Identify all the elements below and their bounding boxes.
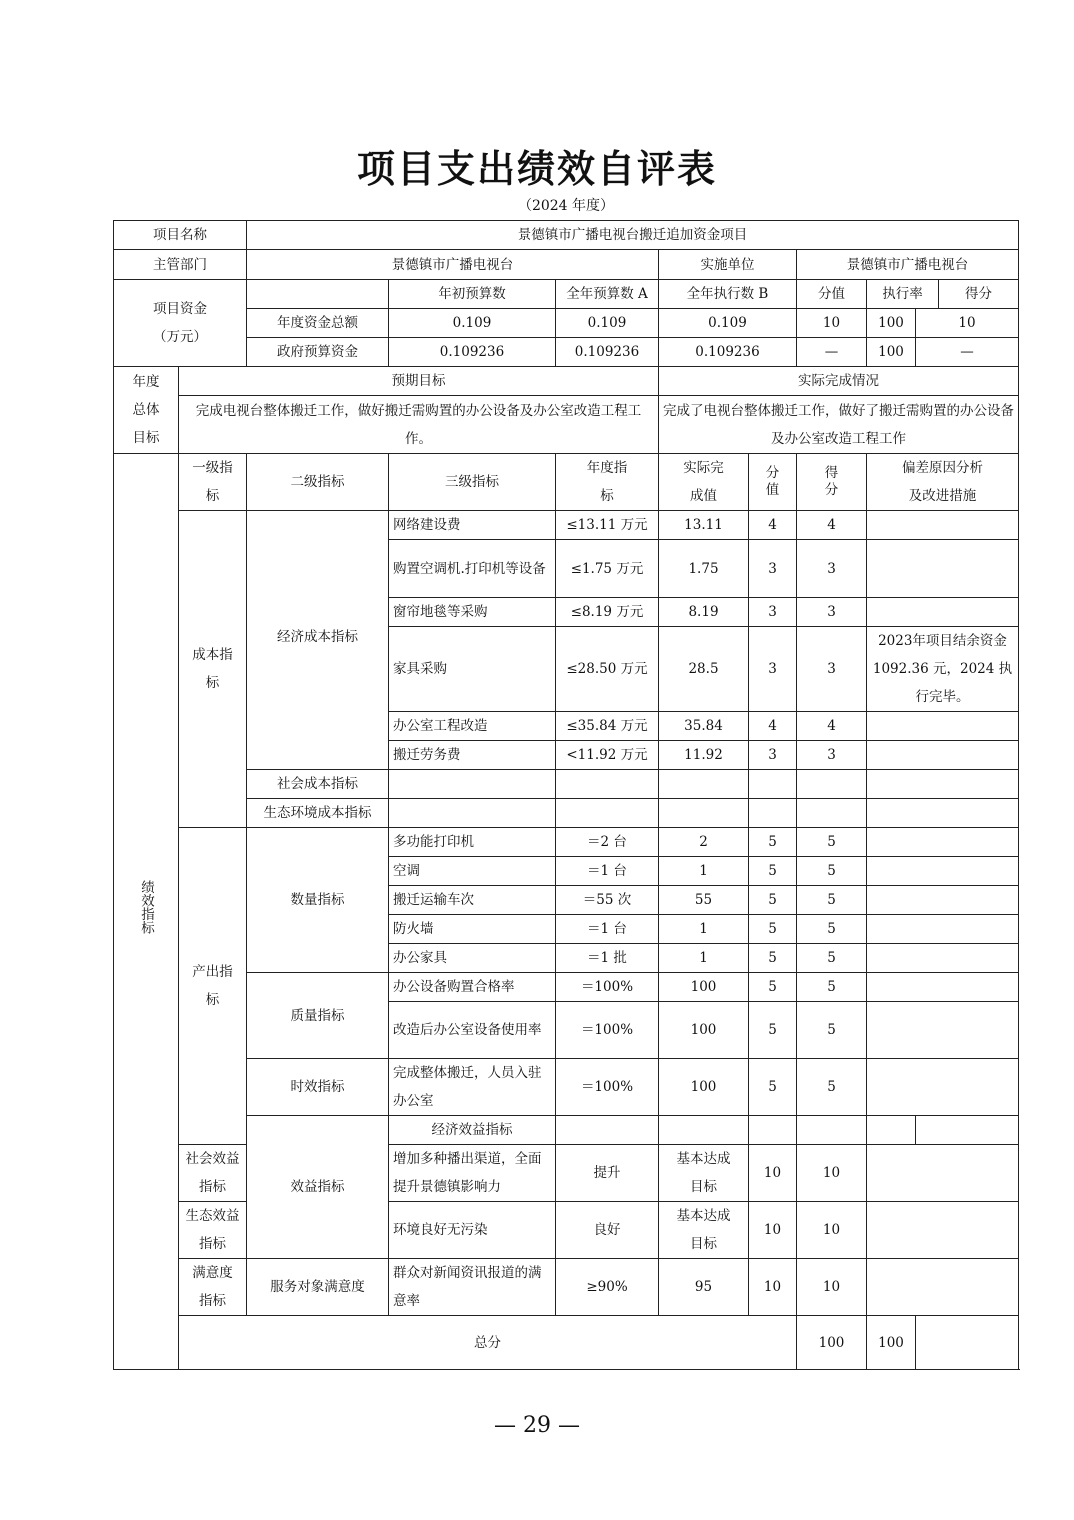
indicator-target: ＝55 次 xyxy=(556,886,659,915)
indicator-name: 防火墙 xyxy=(389,915,556,944)
indicator-score: 3 xyxy=(797,741,867,770)
table-row xyxy=(114,1116,1019,1145)
empty-cell xyxy=(867,915,1019,944)
empty-cell xyxy=(389,799,556,828)
indicator-name: 办公家具 xyxy=(389,944,556,973)
indicator-actual: 100 xyxy=(659,1002,749,1059)
indicators-side-label xyxy=(114,454,179,1370)
indicator-actual: 8.19 xyxy=(659,598,749,627)
fund-executed: 0.109236 xyxy=(659,338,797,367)
total-score: 100 xyxy=(867,1316,916,1370)
empty-cell xyxy=(659,770,749,799)
indicator-score: 5 xyxy=(797,973,867,1002)
fund-annual: 0.109236 xyxy=(556,338,659,367)
indicator-name: 办公室工程改造 xyxy=(389,712,556,741)
table-row xyxy=(114,1259,1019,1316)
indicator-score: 4 xyxy=(797,712,867,741)
indicator-target: ＝100% xyxy=(556,1059,659,1116)
eco-benefit-label: 生态效益指标 xyxy=(179,1202,247,1259)
indicator-name: 家具采购 xyxy=(389,627,556,712)
empty-cell xyxy=(916,1116,1019,1145)
indicator-note xyxy=(867,741,1019,770)
indicator-value: 5 xyxy=(749,1002,797,1059)
total-row xyxy=(114,1316,1019,1370)
indicator-target: ＝1 批 xyxy=(556,944,659,973)
table-row xyxy=(114,828,1019,857)
empty-cell xyxy=(659,1116,749,1145)
indicator-actual: 1 xyxy=(659,915,749,944)
header-cell: 年度指标 xyxy=(556,454,659,511)
econ-benefit-label: 经济效益指标 xyxy=(389,1116,556,1145)
indicator-score: 5 xyxy=(797,886,867,915)
table-row xyxy=(114,280,1019,309)
indicator-value: 10 xyxy=(749,1202,797,1259)
indicator-score: 3 xyxy=(797,598,867,627)
empty-cell xyxy=(867,1002,1019,1059)
empty-cell xyxy=(867,799,1019,828)
indicator-score: 5 xyxy=(797,1059,867,1116)
indicator-actual: 95 xyxy=(659,1259,749,1316)
indicator-note xyxy=(867,598,1019,627)
indicator-name: 环境良好无污染 xyxy=(389,1202,556,1259)
fund-name: 年度资金总额 xyxy=(247,309,389,338)
fund-initial: 0.109236 xyxy=(389,338,556,367)
empty-cell xyxy=(867,770,1019,799)
indicator-target: ≤8.19 万元 xyxy=(556,598,659,627)
empty-cell xyxy=(389,770,556,799)
indicator-score: 5 xyxy=(797,915,867,944)
expected-goal-header: 预期目标 xyxy=(179,367,659,396)
satisfaction-label: 满意度指标 xyxy=(179,1259,247,1316)
indicator-actual: 1 xyxy=(659,944,749,973)
header-cell: 执行率 xyxy=(867,280,939,309)
funds-label: 项目资金（万元） xyxy=(114,280,247,367)
fund-score: — xyxy=(916,338,1019,367)
empty-cell xyxy=(749,770,797,799)
actual-goal: 完成了电视台整体搬迁工作，做好了搬迁需购置的办公设备及办公室改造工程工作 xyxy=(659,396,1019,454)
quantity-label: 数量指标 xyxy=(247,828,389,973)
empty-cell xyxy=(916,1316,1019,1370)
indicator-name: 办公设备购置合格率 xyxy=(389,973,556,1002)
total-value: 100 xyxy=(797,1316,867,1370)
indicator-score: 5 xyxy=(797,944,867,973)
indicator-target: ≥90% xyxy=(556,1259,659,1316)
indicator-score: 10 xyxy=(797,1259,867,1316)
indicator-value: 5 xyxy=(749,857,797,886)
indicator-actual: 13.11 xyxy=(659,511,749,540)
table-row xyxy=(114,338,1019,367)
indicator-name: 群众对新闻资讯报道的满意率 xyxy=(389,1259,556,1316)
indicator-value: 10 xyxy=(749,1145,797,1202)
empty-cell xyxy=(867,973,1019,1002)
table-row xyxy=(114,770,1019,799)
indicator-value: 5 xyxy=(749,828,797,857)
indicator-value: 3 xyxy=(749,540,797,598)
header-cell: 分值 xyxy=(797,280,867,309)
empty-cell xyxy=(867,1116,916,1145)
header-cell: 一级指标 xyxy=(179,454,247,511)
indicator-value: 5 xyxy=(749,886,797,915)
indicator-target: ＝100% xyxy=(556,973,659,1002)
indicator-score: 3 xyxy=(797,627,867,712)
table-row xyxy=(114,511,1019,540)
dept-value: 景德镇市广播电视台 xyxy=(247,250,659,280)
indicator-actual: 28.5 xyxy=(659,627,749,712)
benefit-label: 效益指标 xyxy=(247,1116,389,1259)
indicator-value: 3 xyxy=(749,598,797,627)
indicator-name: 搬迁劳务费 xyxy=(389,741,556,770)
empty-cell xyxy=(867,828,1019,857)
table-row xyxy=(114,799,1019,828)
indicator-actual: 11.92 xyxy=(659,741,749,770)
header-cell: 偏差原因分析及改进措施 xyxy=(867,454,1019,511)
indicator-name: 窗帘地毯等采购 xyxy=(389,598,556,627)
indicator-actual: 100 xyxy=(659,973,749,1002)
indicator-name: 改造后办公室设备使用率 xyxy=(389,1002,556,1059)
indicator-note xyxy=(867,540,1019,598)
actual-goal-header: 实际完成情况 xyxy=(659,367,1019,396)
indicator-value: 5 xyxy=(749,1059,797,1116)
table-row xyxy=(114,454,1019,511)
header-cell: 得分 xyxy=(939,280,1019,309)
indicator-note xyxy=(867,511,1019,540)
indicator-name: 多功能打印机 xyxy=(389,828,556,857)
fund-rate: 100 xyxy=(867,338,916,367)
fund-initial: 0.109 xyxy=(389,309,556,338)
indicator-value: 5 xyxy=(749,973,797,1002)
social-cost-label: 社会成本指标 xyxy=(247,770,389,799)
indicator-actual: 1.75 xyxy=(659,540,749,598)
indicator-value: 3 xyxy=(749,741,797,770)
indicator-score: 5 xyxy=(797,857,867,886)
indicator-target: 提升 xyxy=(556,1145,659,1202)
empty-cell xyxy=(797,1116,867,1145)
empty-cell xyxy=(867,944,1019,973)
fund-score-value: 10 xyxy=(797,309,867,338)
total-label: 总分 xyxy=(179,1316,797,1370)
empty-cell xyxy=(797,770,867,799)
indicator-target: 良好 xyxy=(556,1202,659,1259)
document-year: （2024 年度） xyxy=(517,198,615,214)
indicator-actual: 35.84 xyxy=(659,712,749,741)
indicator-target: ≤1.75 万元 xyxy=(556,540,659,598)
page-number: — 29 — xyxy=(494,1413,580,1438)
empty-cell xyxy=(867,1145,1019,1202)
indicator-value: 3 xyxy=(749,627,797,712)
indicator-actual: 55 xyxy=(659,886,749,915)
fund-executed: 0.109 xyxy=(659,309,797,338)
header-cell: 全年预算数 A xyxy=(556,280,659,309)
indicator-actual: 基本达成目标 xyxy=(659,1145,749,1202)
label-cell: 主管部门 xyxy=(114,250,247,280)
empty-cell xyxy=(659,799,749,828)
indicator-note: 2023年项目结余资金1092.36 元，2024 执行完毕。 xyxy=(867,627,1019,712)
table-row xyxy=(114,396,1019,454)
indicator-target: ≤28.50 万元 xyxy=(556,627,659,712)
indicator-name: 网络建设费 xyxy=(389,511,556,540)
impl-value: 景德镇市广播电视台 xyxy=(797,250,1019,280)
output-label: 产出指标 xyxy=(179,828,247,1145)
table-row xyxy=(114,973,1019,1002)
indicator-name: 空调 xyxy=(389,857,556,886)
indicator-actual: 100 xyxy=(659,1059,749,1116)
performance-table xyxy=(113,220,1019,1370)
empty-cell xyxy=(556,799,659,828)
empty-cell xyxy=(247,280,389,309)
header-cell: 年初预算数 xyxy=(389,280,556,309)
indicator-name: 购置空调机.打印机等设备 xyxy=(389,540,556,598)
econ-cost-label: 经济成本指标 xyxy=(247,511,389,770)
indicator-target: <11.92 万元 xyxy=(556,741,659,770)
header-cell: 实际完成值 xyxy=(659,454,749,511)
indicator-value: 4 xyxy=(749,511,797,540)
empty-cell xyxy=(867,1259,1019,1316)
indicator-value: 5 xyxy=(749,944,797,973)
table-row xyxy=(114,250,1019,280)
table-row xyxy=(114,1059,1019,1116)
social-benefit-label: 社会效益指标 xyxy=(179,1145,247,1202)
empty-cell xyxy=(867,886,1019,915)
empty-cell xyxy=(867,1059,1019,1116)
indicator-value: 10 xyxy=(749,1259,797,1316)
indicator-target: ＝100% xyxy=(556,1002,659,1059)
header-cell: 全年执行数 B xyxy=(659,280,797,309)
header-cell: 得分 xyxy=(797,454,867,511)
document-title: 项目支出绩效自评表 xyxy=(356,146,717,191)
indicator-target: ＝1 台 xyxy=(556,915,659,944)
indicator-note xyxy=(867,712,1019,741)
empty-cell xyxy=(867,1202,1019,1259)
indicator-target: ≤13.11 万元 xyxy=(556,511,659,540)
project-name: 景德镇市广播电视台搬迁追加资金项目 xyxy=(247,221,1019,250)
indicator-score: 3 xyxy=(797,540,867,598)
empty-cell xyxy=(797,799,867,828)
table-row xyxy=(114,367,1019,396)
indicator-score: 10 xyxy=(797,1145,867,1202)
fund-score-value: — xyxy=(797,338,867,367)
indicator-score: 5 xyxy=(797,828,867,857)
fund-rate: 100 xyxy=(867,309,916,338)
indicator-target: ≤35.84 万元 xyxy=(556,712,659,741)
indicator-name: 增加多种播出渠道，全面提升景德镇影响力 xyxy=(389,1145,556,1202)
table-row xyxy=(114,221,1019,250)
header-cell: 分值 xyxy=(749,454,797,511)
eco-cost-label: 生态环境成本指标 xyxy=(247,799,389,828)
satisfaction-sub-label: 服务对象满意度 xyxy=(247,1259,389,1316)
fund-annual: 0.109 xyxy=(556,309,659,338)
indicator-name: 完成整体搬迁，人员入驻办公室 xyxy=(389,1059,556,1116)
empty-cell xyxy=(556,770,659,799)
indicator-actual: 基本达成目标 xyxy=(659,1202,749,1259)
cost-label: 成本指标 xyxy=(179,511,247,828)
indicator-target: ＝1 台 xyxy=(556,857,659,886)
expected-goal: 完成电视台整体搬迁工作，做好搬迁需购置的办公设备及办公室改造工程工作。 xyxy=(179,396,659,454)
fund-name: 政府预算资金 xyxy=(247,338,389,367)
indicator-actual: 1 xyxy=(659,857,749,886)
empty-cell xyxy=(749,799,797,828)
empty-cell xyxy=(556,1116,659,1145)
indicator-value: 4 xyxy=(749,712,797,741)
goals-label: 年度总体目标 xyxy=(114,367,179,454)
quality-label: 质量指标 xyxy=(247,973,389,1059)
header-cell: 三级指标 xyxy=(389,454,556,511)
fund-score: 10 xyxy=(916,309,1019,338)
table-row xyxy=(114,309,1019,338)
indicator-actual: 2 xyxy=(659,828,749,857)
indicator-score: 10 xyxy=(797,1202,867,1259)
indicator-score: 4 xyxy=(797,511,867,540)
indicator-value: 5 xyxy=(749,915,797,944)
indicator-name: 搬迁运输车次 xyxy=(389,886,556,915)
empty-cell xyxy=(867,857,1019,886)
side-label-text: 绩效指标 xyxy=(138,879,154,934)
label-cell: 项目名称 xyxy=(114,221,247,250)
empty-cell xyxy=(749,1116,797,1145)
indicator-score: 5 xyxy=(797,1002,867,1059)
indicator-target: ＝2 台 xyxy=(556,828,659,857)
label-cell: 实施单位 xyxy=(659,250,797,280)
header-cell: 二级指标 xyxy=(247,454,389,511)
time-label: 时效指标 xyxy=(247,1059,389,1116)
